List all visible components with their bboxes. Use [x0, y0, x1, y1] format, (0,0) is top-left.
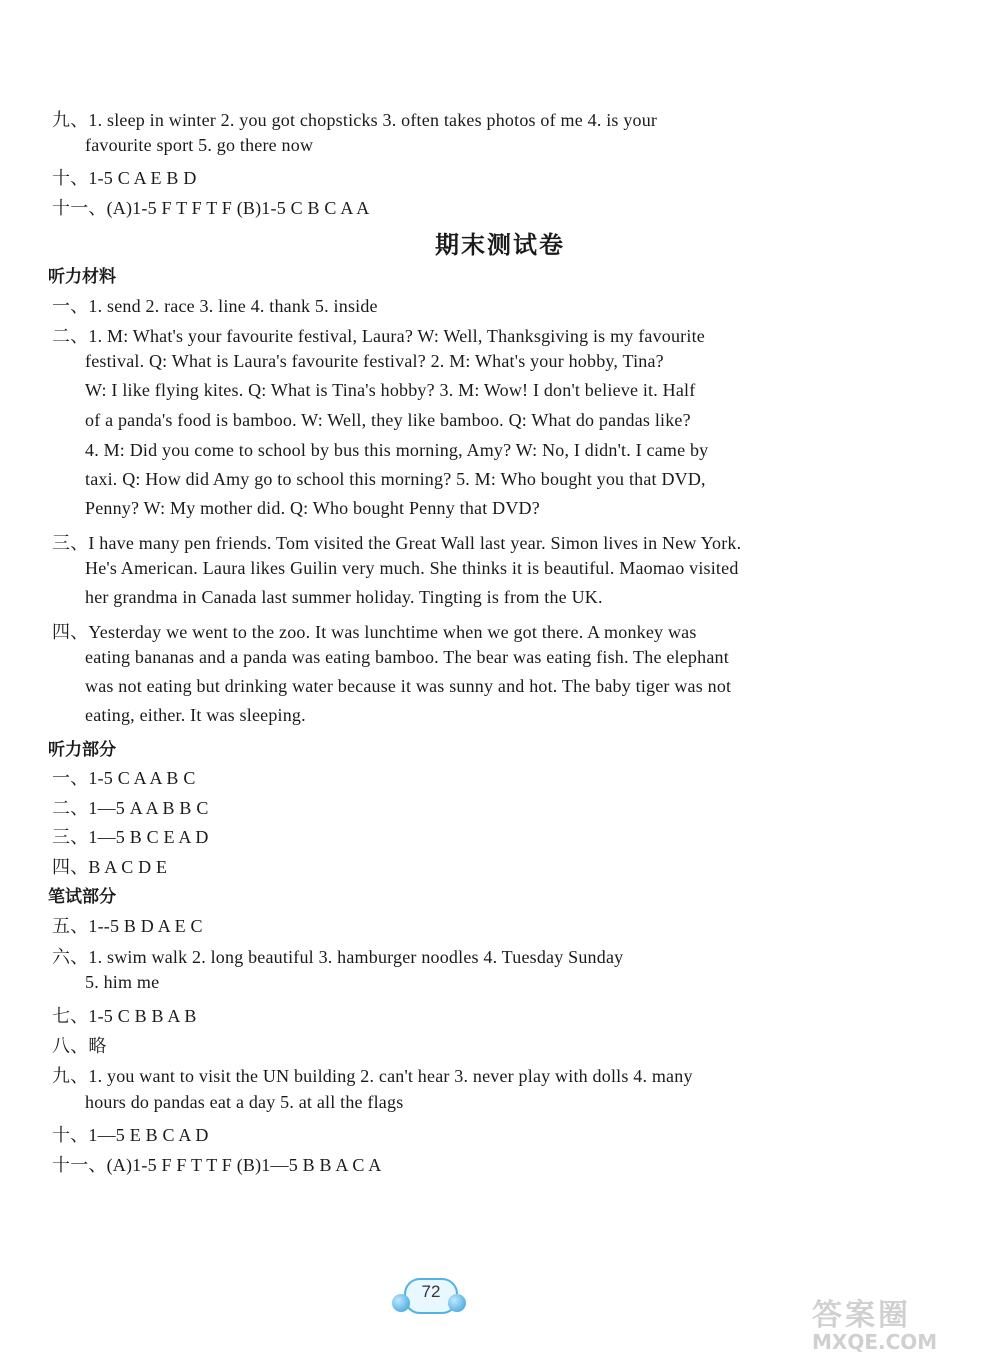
written-answer-line: 九、1. you want to visit the UN building 2. can't hear 3. never play with dolls 4. many [52, 1066, 693, 1086]
answer-line-10: 十、1-5 C A E B D [52, 168, 197, 188]
material-line: taxi. Q: How did Amy go to school this morning? 5. M: Who bought you that DVD, [85, 469, 706, 489]
material-line: Penny? W: My mother did. Q: Who bought Penny that DVD? [85, 498, 540, 518]
listening-answer-line: 一、1-5 C A A B C [52, 768, 196, 788]
page-number-badge [390, 1278, 470, 1318]
material-line: He's American. Laura likes Guilin very much. She thinks it is beautiful. Maomao visited [85, 558, 739, 578]
answer-line-9-b: favourite sport 5. go there now [85, 135, 314, 155]
page-number: 72 [421, 1282, 441, 1301]
watermark-url: MXQE.COM [812, 1330, 938, 1354]
material-line: 二、1. M: What's your favourite festival, Laura? W: Well, Thanksgiving is my favourite [52, 326, 705, 346]
written-answer-line: 七、1-5 C B B A B [52, 1006, 197, 1026]
written-answer-line: 5. him me [85, 972, 160, 992]
material-line: festival. Q: What is Laura's favourite festival? 2. M: What's your hobby, Tina? [85, 351, 664, 371]
written-answer-line: hours do pandas eat a day 5. at all the flags [85, 1092, 404, 1112]
material-line: of a panda's food is bamboo. W: Well, they like bamboo. Q: What do pandas like? [85, 410, 691, 430]
section-heading-written-part: 笔试部分 [48, 887, 116, 907]
material-line: eating bananas and a panda was eating bamboo. The bear was eating fish. The elephant [85, 647, 729, 667]
answer-line-11: 十一、(A)1-5 F T F T F (B)1-5 C B C A A [52, 198, 370, 218]
listening-answer-line: 四、B A C D E [52, 857, 168, 877]
material-line: eating, either. It was sleeping. [85, 705, 306, 725]
listening-answer-line: 三、1—5 B C E A D [52, 827, 209, 847]
material-line: was not eating but drinking water because it was sunny and hot. The baby tiger was not [85, 676, 732, 696]
written-answer-line: 五、1--5 B D A E C [52, 916, 203, 936]
material-line: 4. M: Did you come to school by bus this morning, Amy? W: No, I didn't. I came by [85, 440, 709, 460]
material-line: W: I like flying kites. Q: What is Tina's hobby? 3. M: Wow! I don't believe it. Half [85, 380, 696, 400]
listening-answer-line: 二、1—5 A A B B C [52, 798, 209, 818]
written-answer-line: 十、1—5 E B C A D [52, 1125, 209, 1145]
answer-line-9-a: 九、1. sleep in winter 2. you got chopsticks 3. often takes photos of me 4. is your [52, 110, 658, 130]
material-line: 四、Yesterday we went to the zoo. It was lunchtime when we got there. A monkey was [52, 622, 697, 642]
written-answer-line: 六、1. swim walk 2. long beautiful 3. hamburger noodles 4. Tuesday Sunday [52, 947, 624, 967]
watermark [812, 1290, 992, 1354]
page-title: 期末测试卷 [435, 231, 565, 259]
material-line: 一、1. send 2. race 3. line 4. thank 5. inside [52, 296, 378, 316]
material-line: her grandma in Canada last summer holiday. Tingting is from the UK. [85, 587, 603, 607]
written-answer-line: 十一、(A)1-5 F F T T F (B)1—5 B B A C A [52, 1155, 382, 1175]
section-heading-listening-material: 听力材料 [48, 267, 116, 287]
section-heading-listening-part: 听力部分 [48, 740, 116, 760]
material-line: 三、I have many pen friends. Tom visited the Great Wall last year. Simon lives in New York. [52, 533, 742, 553]
written-answer-line: 八、略 [52, 1036, 107, 1056]
watermark-logo: 答案圈 [812, 1298, 911, 1333]
